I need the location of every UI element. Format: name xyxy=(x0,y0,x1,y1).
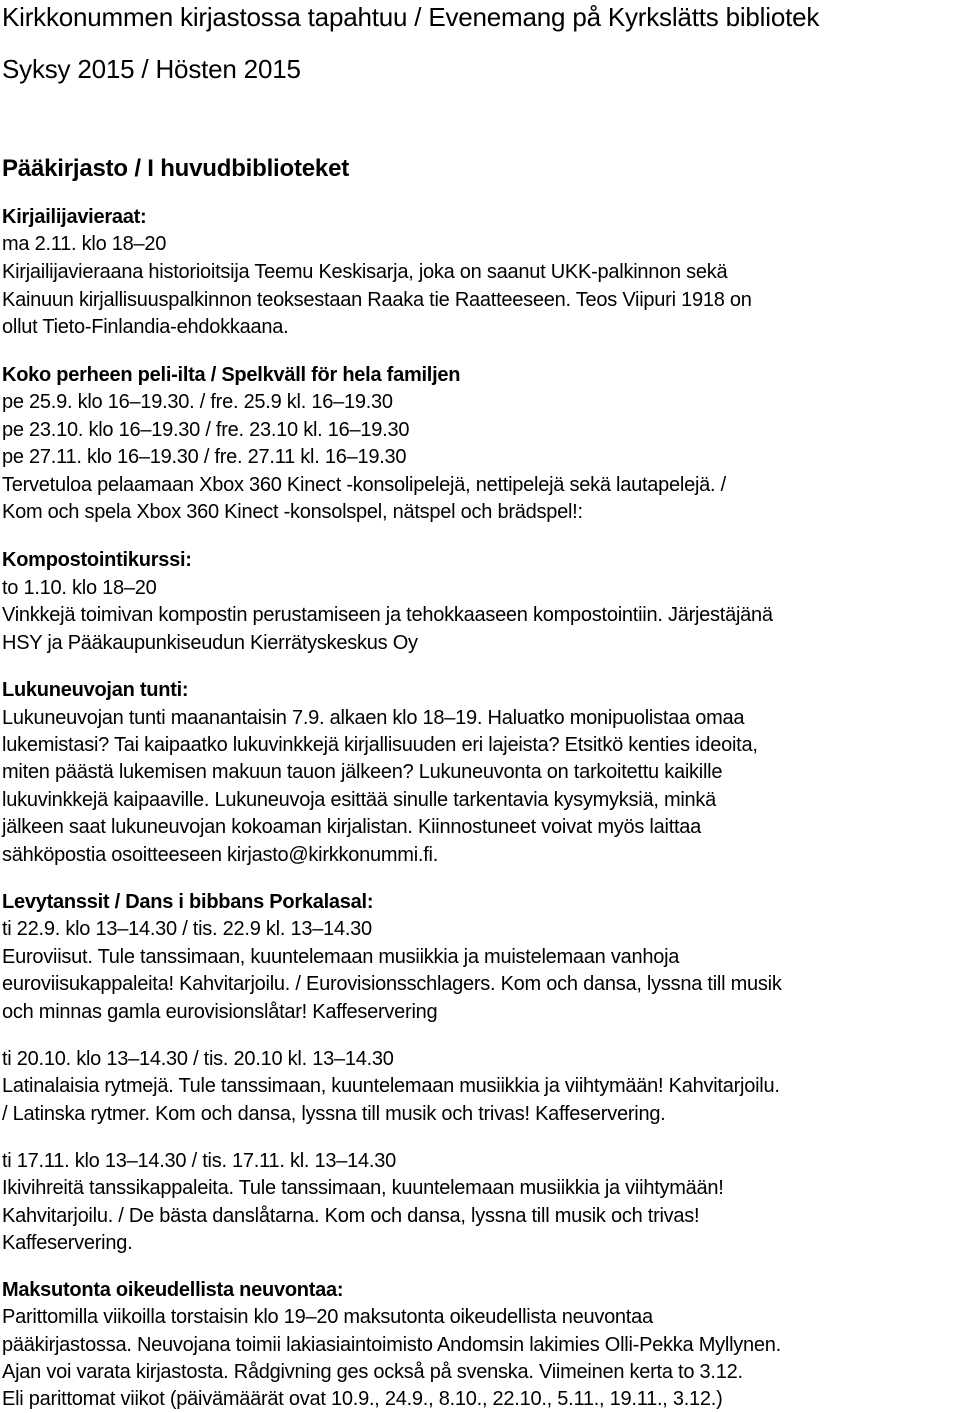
dance-line: Ikivihreitä tanssikappaleita. Tule tanssimaan, kuuntelemaan musiikkia ja viihtymään! xyxy=(2,1177,724,1199)
legal-advice-line: Ajan voi varata kirjastosta. Rådgivning ges också på svenska. Viimeinen kerta to 3.12. xyxy=(2,1361,743,1383)
dance-line: ti 17.11. klo 13–14.30 / tis. 17.11. kl. 13–14.30 xyxy=(2,1150,396,1172)
composting-heading: Kompostointikurssi: xyxy=(2,549,192,571)
dance-line: Latinalaisia rytmejä. Tule tanssimaan, kuuntelemaan musiikkia ja viihtymään! Kahvitarjoilu. xyxy=(2,1075,780,1097)
reading-advisor-line: lukemistasi? Tai kaipaatko lukuvinkkejä kirjallisuuden eri lajeista? Etsitkö kenties ideoita, xyxy=(2,734,758,756)
reading-advisor-line: lukuvinkkejä kaipaaville. Lukuneuvoja esittää sinulle tarkentavia kysymyksiä, minkä xyxy=(2,789,717,811)
game-night-line: Kom och spela Xbox 360 Kinect -konsolspel, nätspel och brädspel!: xyxy=(2,501,583,523)
legal-advice-line: Eli parittomat viikot (päivämäärät ovat 10.9., 24.9., 8.10., 22.10., 5.11., 19.11., 3.12.) xyxy=(2,1388,723,1410)
author-visits-line: Kainuun kirjallisuuspalkinnon teoksestaan Raaka tie Raatteeseen. Teos Viipuri 1918 on xyxy=(2,289,752,311)
dance-line: Kahvitarjoilu. / De bästa danslåtarna. Kom och dansa, lyssna till musik och trivas! xyxy=(2,1205,700,1227)
reading-advisor-line: sähköpostia osoitteeseen kirjasto@kirkkonummi.fi. xyxy=(2,844,439,866)
reading-advisor-heading: Lukuneuvojan tunti: xyxy=(2,679,189,701)
season-heading: Syksy 2015 / Hösten 2015 xyxy=(2,54,301,84)
location-heading: Pääkirjasto / I huvudbiblioteket xyxy=(2,155,350,182)
legal-advice-line: Parittomilla viikoilla torstaisin klo 19–20 maksutonta oikeudellista neuvontaa xyxy=(2,1306,653,1328)
composting-line: Vinkkejä toimivan kompostin perustamiseen ja tehokkaaseen kompostointiin. Järjestäjänä xyxy=(2,604,773,626)
document-title: Kirkkonummen kirjastossa tapahtuu / Evenemang på Kyrkslätts bibliotek xyxy=(2,2,820,32)
author-visits-line: ma 2.11. klo 18–20 xyxy=(2,233,167,255)
composting-line: to 1.10. klo 18–20 xyxy=(2,577,157,599)
reading-advisor-line: miten päästä lukemisen makuun tauon jälkeen? Lukuneuvonta on tarkoitettu kaikille xyxy=(2,761,723,783)
game-night-heading: Koko perheen peli-ilta / Spelkväll för hela familjen xyxy=(2,364,461,386)
author-visits-line: Kirjailijavieraana historioitsija Teemu Keskisarja, joka on saanut UKK-palkinnon sekä xyxy=(2,261,728,283)
dance-heading: Levytanssit / Dans i bibbans Porkalasal: xyxy=(2,891,374,913)
legal-advice-line: pääkirjastossa. Neuvojana toimii lakiasiaintoimisto Andomsin lakimies Olli-Pekka Myllynen. xyxy=(2,1334,781,1356)
reading-advisor-line: Lukuneuvojan tunti maanantaisin 7.9. alkaen klo 18–19. Haluatko monipuolistaa omaa xyxy=(2,707,745,729)
dance-line: ti 20.10. klo 13–14.30 / tis. 20.10 kl. 13–14.30 xyxy=(2,1048,394,1070)
game-night-line: pe 27.11. klo 16–19.30 / fre. 27.11 kl. 16–19.30 xyxy=(2,446,407,468)
game-night-line: pe 25.9. klo 16–19.30. / fre. 25.9 kl. 16–19.30 xyxy=(2,391,393,413)
author-visits-line: ollut Tieto-Finlandia-ehdokkaana. xyxy=(2,316,289,338)
reading-advisor-line: jälkeen saat lukuneuvojan kokoaman kirjalistan. Kiinnostuneet voivat myös laittaa xyxy=(2,816,702,838)
game-night-line: pe 23.10. klo 16–19.30 / fre. 23.10 kl. 16–19.30 xyxy=(2,419,410,441)
game-night-line: Tervetuloa pelaamaan Xbox 360 Kinect -konsolipelejä, nettipelejä sekä lautapelejä. / xyxy=(2,474,726,496)
dance-line: euroviisukappaleita! Kahvitarjoilu. / Eurovisionsschlagers. Kom och dansa, lyssna till musik xyxy=(2,973,782,995)
author-visits-heading: Kirjailijavieraat: xyxy=(2,206,147,228)
composting-line: HSY ja Pääkaupunkiseudun Kierrätyskeskus Oy xyxy=(2,632,418,654)
legal-advice-heading: Maksutonta oikeudellista neuvontaa: xyxy=(2,1279,344,1301)
dance-line: Kaffeservering. xyxy=(2,1232,133,1254)
dance-line: / Latinska rytmer. Kom och dansa, lyssna till musik och trivas! Kaffeservering. xyxy=(2,1103,666,1125)
dance-line: Euroviisut. Tule tanssimaan, kuuntelemaan musiikkia ja muistelemaan vanhoja xyxy=(2,946,680,968)
dance-line: ti 22.9. klo 13–14.30 / tis. 22.9 kl. 13–14.30 xyxy=(2,918,372,940)
dance-line: och minnas gamla eurovisionslåtar! Kaffeservering xyxy=(2,1001,438,1023)
